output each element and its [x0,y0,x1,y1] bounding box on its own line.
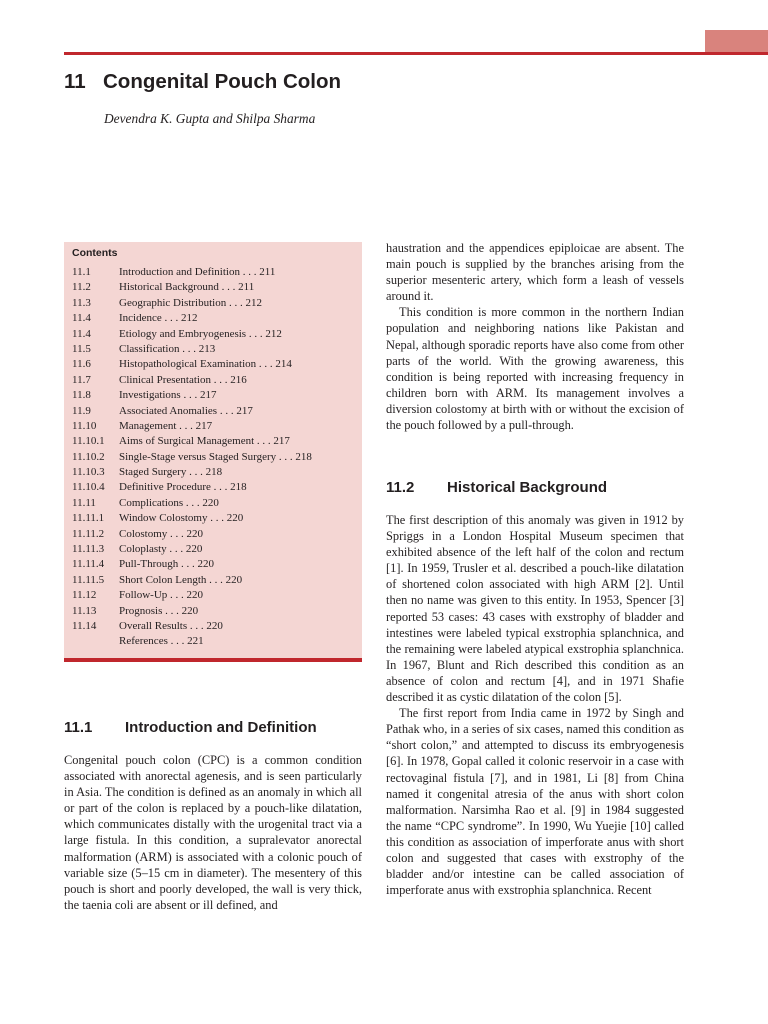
contents-item [72,588,358,603]
contents-item-number: 11.10.2 [72,450,105,463]
contents-item-title: Overall Results . . . 220 [119,619,223,632]
contents-item [72,327,358,342]
contents-item [72,342,358,357]
chapter-title [64,70,341,94]
section-title: Introduction and Definition [125,719,317,736]
contents-item [72,511,358,526]
contents-item-title: Short Colon Length . . . 220 [119,573,243,586]
contents-item-title: Geographic Distribution . . . 212 [119,296,262,309]
contents-item [72,496,358,511]
contents-item-title: Etiology and Embryogenesis . . . 212 [119,327,282,340]
contents-item-number: 11.11.2 [72,527,105,540]
contents-item-title: Follow-Up . . . 220 [119,589,204,602]
contents-item-title: Investigations . . . 217 [119,389,217,402]
contents-item-title: Window Colostomy . . . 220 [119,512,244,525]
contents-item-number: 11.11 [72,496,96,509]
contents-item-title: Prognosis . . . 220 [119,604,199,617]
section-number: 11.1 [64,719,93,736]
contents-list [72,265,358,650]
contents-item [72,404,358,419]
contents-item-title: Clinical Presentation . . . 216 [119,373,247,386]
contents-item [72,434,358,449]
contents-item-title: Pull-Through . . . 220 [119,558,215,571]
contents-item [72,311,358,326]
contents-item-number: 11.10.3 [72,466,105,479]
contents-item-number: 11.11.1 [72,512,105,525]
section-title: Historical Background [447,479,608,496]
contents-item [72,296,358,311]
contents-item [72,450,358,465]
contents-item-number: 11.5 [72,342,91,355]
contents-item [72,573,358,588]
contents-item-number: 11.10.1 [72,435,105,448]
contents-item-number: 11.11.5 [72,573,105,586]
contents-item [72,557,358,572]
paragraph: The first description of this anomaly was given in 1912 by Spriggs in a London Hospital Museum specimen that exhibited absence of the left half of the colon and rectum [1]. In 1959, Trusler et al. described a pouch-like dilatation of shortened colon associated with high ARM [2]. Until then no name was given to this entity. In 1953, Spencer [3] reported 53 cases: 43 cases with exstrophy of bladder and intestines were labeled typical exstrophia splanchnica, and the remaining were labeled atypical exstrophia splanchnica. In 1967, Blunt and Rich described this condition as an absence of colon and rectum [4], and in 1971 Shafie described it as cystic dilatation of the colon [5]. [386,513,684,705]
contents-item-number: 11.11.3 [72,543,105,556]
contents-item-number: 11.13 [72,604,97,617]
contents-item [72,265,358,280]
header-rule [64,52,768,55]
section-number: 11.2 [386,479,415,496]
chapter-authors: Devendra K. Gupta and Shilpa Sharma [104,111,316,126]
left-column-body [64,752,362,913]
contents-item [72,280,358,295]
contents-item-title: Complications . . . 220 [119,496,219,509]
contents-item-number: 11.6 [72,358,91,371]
contents-item [72,604,358,619]
paragraph: This condition is more common in the northern Indian population and neighboring nations like Pakistan and Nepal, although sporadic reports have also come from other parts of the world. With the growing awareness, this condition is being reported with increasing frequency in children born with ARM. Its management involves a diversion colostomy at birth with or without the excision of the pouch followed by a pull-through. [386,305,684,433]
chapter-number: 11 [64,70,86,93]
contents-item-number: 11.9 [72,404,91,417]
contents-item-number: 11.4 [72,312,91,325]
contents-item-number: 11.10.4 [72,481,105,494]
contents-item-title: Incidence . . . 212 [119,312,198,325]
contents-item-number: 11.11.4 [72,558,105,571]
contents-item [72,634,358,649]
contents-item-number: 11.10 [72,419,97,432]
contents-item-title: Introduction and Definition . . . 211 [119,266,276,278]
contents-item-title: References . . . 221 [119,635,204,648]
contents-item-number: 11.7 [72,373,91,386]
contents-item-title: Aims of Surgical Management . . . 217 [119,435,290,448]
contents-item [72,373,358,388]
contents-item-title: Staged Surgery . . . 218 [119,466,223,479]
contents-item [72,480,358,495]
contents-item [72,419,358,434]
section-heading-11-1 [64,719,317,736]
contents-item-title: Historical Background . . . 211 [119,281,255,294]
paragraph: The first report from India came in 1972 by Singh and Pathak who, in a series of six cases, named this condition as “short colon,” and attempted to discuss its embryogenesis [6]. In 1978, Gopal called it colonic reservoir in a case with rectovaginal fistula [7], and in 1981, Li [8] from China named it congenital atresia of the anus with short colon malformation. Narsimha Rao et al. [9] in 1984 suggested the name “CPC syndrome”. In 1990, Wu Yuejie [10] called this condition as association of imperforate anus with short colon and suggested that cases with exstrophy of the bladder and/or intestine can be called association of imperforate anus with exstrophia splanchnica. Recent [386,706,684,898]
contents-item-title: Single-Stage versus Staged Surgery . . . 218 [119,450,312,463]
right-column-top [386,240,684,433]
paragraph: Congenital pouch colon (CPC) is a common condition associated with anorectal agenesis, and is seen particularly in Asia. The condition is defined as an anomaly in which all or part of the colon is replaced by a pouch-like dilatation, which communicates distally with the urogenital tract via a large fistula. In this condition, a supralevator anorectal malformation (ARM) is associated with a colonic pouch of variable size (5–15 cm in diameter). The mesentery of this pouch is short and poorly developed, the wall is very thick, the taenia coli are absent or ill defined, and [64,753,362,912]
contents-item-number: 11.2 [72,281,91,294]
paragraph: haustration and the appendices epiploicae are absent. The main pouch is supplied by the branches arising from the superior mesenteric artery, which form a leash of vessels around it. [386,241,684,304]
contents-item [72,619,358,634]
contents-item-number: 11.12 [72,589,97,602]
contents-item-number: 11.8 [72,389,91,402]
contents-item-title: Classification . . . 213 [119,342,216,355]
contents-item-title: Coloplasty . . . 220 [119,543,203,556]
contents-item-title: Associated Anomalies . . . 217 [119,404,253,417]
contents-item [72,357,358,372]
contents-item-title: Management . . . 217 [119,419,213,432]
right-column-body [386,512,684,898]
section-heading-11-2 [386,479,607,496]
contents-item [72,527,358,542]
contents-item-number: 11.14 [72,619,97,632]
contents-item-number: 11.1 [72,266,91,278]
contents-item [72,465,358,480]
contents-item-title: Definitive Procedure . . . 218 [119,481,247,494]
contents-item-number: 11.4 [72,327,91,340]
page-corner-tab [705,30,768,54]
contents-item-title: Histopathological Examination . . . 214 [119,358,292,371]
contents-item [72,388,358,403]
contents-item-title: Colostomy . . . 220 [119,527,204,540]
contents-item [72,542,358,557]
contents-item-number: 11.3 [72,296,91,309]
chapter-title-text: Congenital Pouch Colon [103,70,342,93]
contents-title: Contents [72,247,118,259]
contents-box [64,242,362,662]
